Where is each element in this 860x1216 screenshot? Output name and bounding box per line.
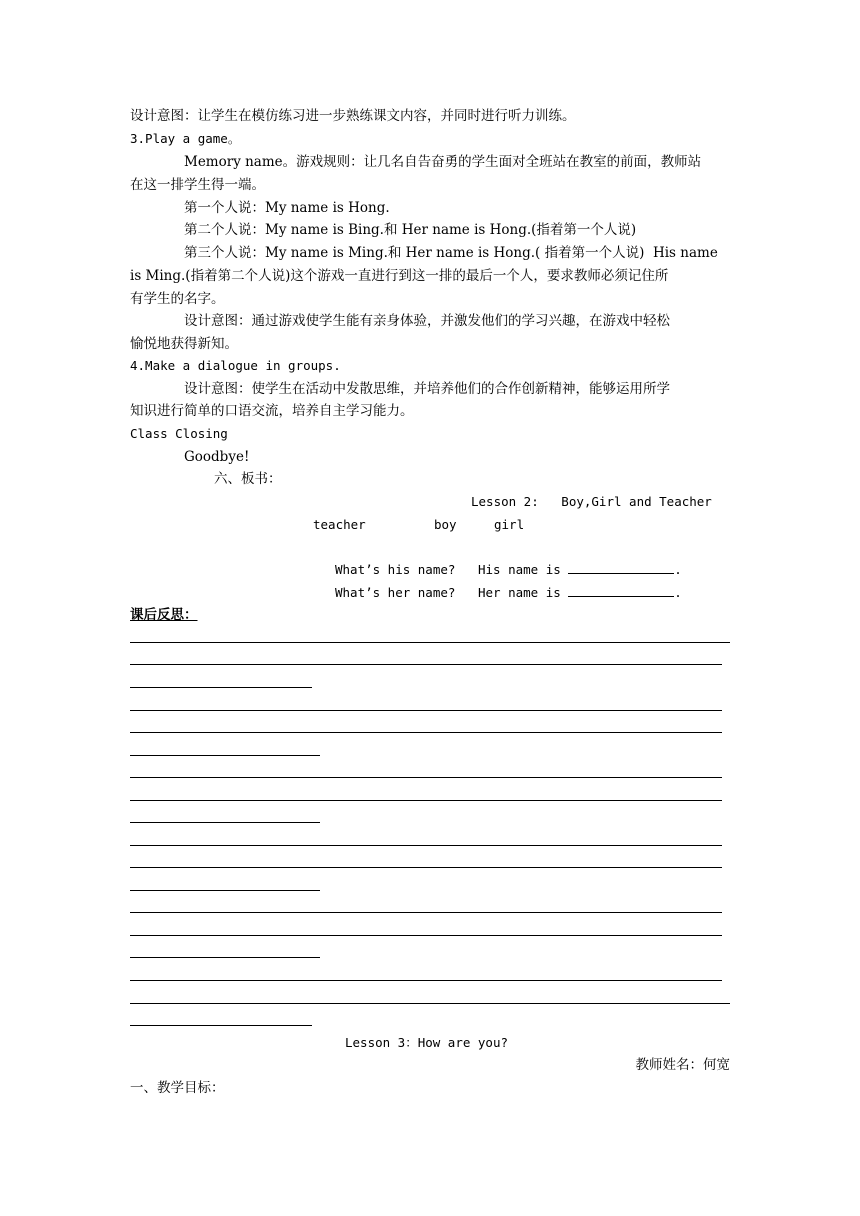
answer-blank-her — [568, 584, 674, 597]
reflection-rule — [130, 687, 312, 688]
board-question-his — [335, 560, 682, 580]
first-person-line: 第一个人说：My name is Hong. — [184, 200, 390, 216]
reflection-rule — [130, 1003, 730, 1004]
period: . — [674, 585, 682, 600]
reflection-rule — [130, 642, 730, 643]
reflection-rule — [130, 867, 722, 868]
teacher-name: 教师姓名：何宽 — [635, 1057, 730, 1073]
period: . — [674, 562, 682, 577]
board-word-teacher: teacher — [313, 517, 366, 532]
reflection-rule — [130, 957, 320, 958]
design-intent-game-line-1: 设计意图：通过游戏使学生能有亲身体验，并激发他们的学习兴趣，在游戏中轻松 — [184, 313, 670, 329]
design-intent-dialogue-line-2: 知识进行简单的口语交流，培养自主学习能力。 — [130, 403, 414, 419]
goodbye-line: Goodbye! — [184, 449, 250, 465]
reflection-rule — [130, 710, 722, 711]
board-title: Lesson 2: Boy,Girl and Teacher — [471, 494, 712, 509]
game-rule-line-1: Memory name。游戏规则：让几名自告奋勇的学生面对全班站在教室的前面，教师站 — [184, 154, 702, 170]
class-closing-heading: Class Closing — [130, 426, 228, 441]
step-3-heading: 3.Play a game。 — [130, 131, 241, 146]
teaching-objectives-heading: 一、教学目标： — [130, 1080, 225, 1096]
reflection-rule — [130, 822, 320, 823]
board-section-heading: 六、板书： — [214, 471, 282, 487]
third-person-line: 第三个人说：My name is Ming.和 Her name is Hong.( 指着第一个人说) His name — [184, 245, 718, 261]
game-rule-line-2: 在这一排学生得一端。 — [130, 177, 265, 193]
lesson-3-title: Lesson 3：How are you? — [345, 1035, 509, 1050]
reflection-rule — [130, 732, 722, 733]
reflection-rule — [130, 777, 722, 778]
reflection-rule — [130, 845, 722, 846]
third-person-line-cont: is Ming.(指着第二个人说)这个游戏一直进行到这一排的最后一个人，要求教师必须记住所 — [130, 268, 669, 284]
second-person-line: 第二个人说：My name is Bing.和 Her name is Hong.(指着第一个人说) — [184, 222, 637, 238]
reflection-rule — [130, 800, 722, 801]
reflection-rule — [130, 755, 320, 756]
reflection-rule — [130, 890, 320, 891]
board-word-girl: girl — [494, 517, 525, 532]
board-question-his-text: What’s his name? His name is — [335, 562, 569, 577]
design-intent-game-line-2: 愉悦地获得新知。 — [130, 336, 238, 352]
reflection-rule — [130, 1025, 312, 1026]
design-intent-dialogue-line-1: 设计意图：使学生在活动中发散思维，并培养他们的合作创新精神，能够运用所学 — [184, 381, 670, 397]
answer-blank-his — [568, 561, 674, 574]
design-intent-line: 设计意图：让学生在模仿练习进一步熟练课文内容，并同时进行听力训练。 — [130, 108, 576, 124]
third-person-line-end: 有学生的名字。 — [130, 291, 225, 307]
reflection-rule — [130, 912, 722, 913]
reflection-rule — [130, 980, 722, 981]
board-question-her-text: What’s her name? Her name is — [335, 585, 569, 600]
reflection-rule — [130, 935, 722, 936]
board-word-boy: boy — [434, 517, 457, 532]
step-4-heading: 4.Make a dialogue in groups. — [130, 358, 341, 373]
reflection-rule — [130, 664, 722, 665]
board-question-her — [335, 583, 682, 603]
reflection-heading: 课后反思： — [130, 607, 198, 623]
